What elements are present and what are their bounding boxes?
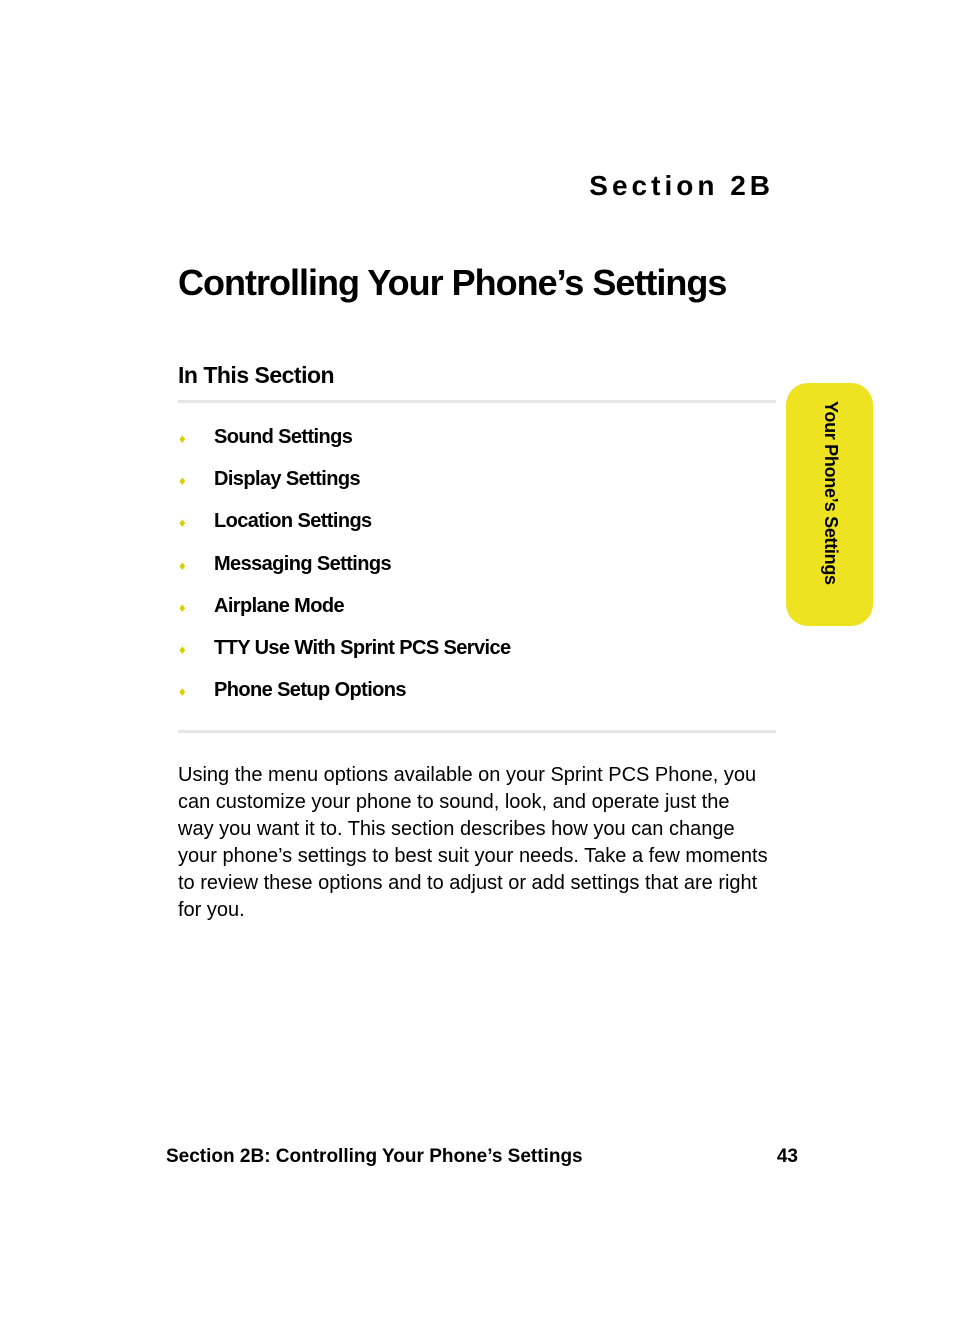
diamond-bullet-icon: ♦ bbox=[179, 473, 186, 489]
in-this-section-heading: In This Section bbox=[178, 362, 335, 388]
list-item bbox=[178, 504, 511, 546]
diamond-bullet-icon: ♦ bbox=[179, 515, 186, 531]
list-item bbox=[178, 547, 511, 589]
intro-paragraph: Using the menu options available on your Sprint PCS Phone, you can customize your phone to sound, look, and operate just the way you want it to. This section describes how you can change your phone’s settings to best suit your needs. Take a few moments to review these options and to adjust or add settings that are right for you. bbox=[178, 764, 768, 921]
page-title: Controlling Your Phone’s Settings bbox=[178, 262, 727, 303]
list-item bbox=[178, 462, 511, 504]
list-item bbox=[178, 673, 511, 715]
list-item-label: Messaging Settings bbox=[214, 552, 392, 575]
diamond-bullet-icon: ♦ bbox=[179, 599, 186, 615]
list-item bbox=[178, 631, 511, 673]
top-divider bbox=[178, 400, 776, 403]
section-label: Section 2B bbox=[589, 170, 774, 201]
section-tab-label: Your Phone’s Settings bbox=[821, 401, 841, 585]
diamond-bullet-icon: ♦ bbox=[179, 641, 186, 657]
list-item-label: Airplane Mode bbox=[214, 594, 344, 617]
diamond-bullet-icon: ♦ bbox=[179, 684, 186, 700]
list-item-label: Phone Setup Options bbox=[214, 679, 406, 702]
section-contents-list bbox=[178, 420, 511, 715]
list-item bbox=[178, 420, 511, 462]
list-item-label: TTY Use With Sprint PCS Service bbox=[214, 636, 511, 659]
list-item-label: Sound Settings bbox=[214, 426, 353, 448]
page-number: 43 bbox=[776, 1146, 798, 1167]
diamond-bullet-icon: ♦ bbox=[179, 431, 186, 446]
list-item-label: Display Settings bbox=[214, 468, 360, 491]
footer-title: Section 2B: Controlling Your Phone’s Settings bbox=[166, 1146, 583, 1167]
bottom-divider bbox=[178, 730, 776, 733]
diamond-bullet-icon: ♦ bbox=[179, 557, 186, 573]
list-item-label: Location Settings bbox=[214, 510, 372, 533]
list-item bbox=[178, 589, 511, 631]
